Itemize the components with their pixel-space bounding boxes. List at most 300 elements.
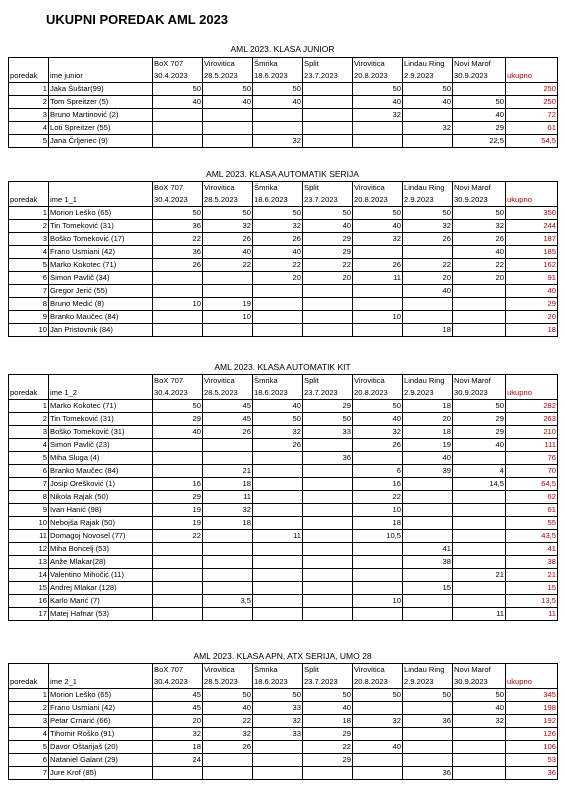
race-date-header: 2.9.2023 (403, 194, 453, 207)
race-name-header: Virovitica (203, 664, 253, 677)
total-column-header: ukupno (506, 676, 558, 689)
race-name-header: Split (303, 664, 353, 677)
total-cell: 15 (506, 582, 558, 595)
score-cell: 20 (303, 272, 353, 285)
name-cell: Morion Leško (65) (49, 207, 153, 220)
table-row (9, 439, 558, 452)
score-cell (203, 582, 253, 595)
race-name-header: Virovitica (353, 664, 403, 677)
score-cell (153, 122, 203, 135)
score-cell (203, 122, 253, 135)
score-cell: 50 (253, 413, 303, 426)
total-cell: 111 (506, 439, 558, 452)
score-cell: 50 (253, 83, 303, 96)
table-row (9, 504, 558, 517)
score-cell (353, 754, 403, 767)
score-cell: 29 (303, 400, 353, 413)
score-cell: 3,5 (203, 595, 253, 608)
score-cell (453, 728, 506, 741)
score-cell: 40 (153, 426, 203, 439)
score-cell (203, 109, 253, 122)
rank-cell: 16 (9, 595, 49, 608)
score-cell: 50 (403, 689, 453, 702)
score-cell (403, 311, 453, 324)
rank-cell: 7 (9, 478, 49, 491)
score-cell (403, 246, 453, 259)
table-row (9, 517, 558, 530)
race-date-header: 28.5.2023 (203, 676, 253, 689)
rank-cell: 8 (9, 298, 49, 311)
score-cell (153, 311, 203, 324)
race-date-header: 18.6.2023 (253, 387, 303, 400)
score-cell: 19 (153, 504, 203, 517)
score-cell (353, 582, 403, 595)
total-cell: 250 (506, 83, 558, 96)
score-cell: 50 (303, 207, 353, 220)
name-cell: Branko Maučec (84) (49, 311, 153, 324)
table-row (9, 233, 558, 246)
total-cell: 62 (506, 491, 558, 504)
race-name-header: Virovitica (203, 182, 253, 195)
rank-cell: 4 (9, 122, 49, 135)
score-cell (303, 298, 353, 311)
table-row (9, 689, 558, 702)
score-cell: 18 (203, 517, 253, 530)
table-row (9, 298, 558, 311)
score-cell (153, 272, 203, 285)
score-cell: 22 (353, 491, 403, 504)
score-cell: 18 (353, 517, 403, 530)
rank-cell: 2 (9, 220, 49, 233)
score-cell (353, 569, 403, 582)
race-date-header: 28.5.2023 (203, 70, 253, 83)
rank-cell: 3 (9, 426, 49, 439)
name-cell: Marko Kokotec (71) (49, 400, 153, 413)
header-row-dates (9, 676, 558, 689)
score-cell: 26 (203, 233, 253, 246)
score-cell: 50 (203, 207, 253, 220)
score-cell: 32 (453, 220, 506, 233)
header-blank (506, 664, 558, 677)
score-cell: 33 (303, 426, 353, 439)
standings-table-automatik-serija (8, 181, 558, 337)
rank-cell: 10 (9, 517, 49, 530)
total-cell: 43,5 (506, 530, 558, 543)
name-cell: Miha Boncelj (53) (49, 543, 153, 556)
score-cell (203, 285, 253, 298)
table-row (9, 582, 558, 595)
score-cell: 4 (453, 465, 506, 478)
score-cell (203, 272, 253, 285)
rank-cell: 1 (9, 689, 49, 702)
score-cell: 32 (353, 715, 403, 728)
score-cell: 6 (353, 465, 403, 478)
score-cell (153, 439, 203, 452)
score-cell (253, 595, 303, 608)
score-cell: 50 (403, 83, 453, 96)
score-cell (353, 767, 403, 780)
score-cell: 40 (403, 285, 453, 298)
table-row (9, 285, 558, 298)
race-date-header: 18.6.2023 (253, 70, 303, 83)
score-cell: 50 (203, 83, 253, 96)
header-row-dates (9, 194, 558, 207)
race-name-header: Šmrika (253, 182, 303, 195)
score-cell: 32 (353, 109, 403, 122)
race-name-header: Šmrika (253, 58, 303, 71)
score-cell: 40 (453, 702, 506, 715)
race-name-header: Novi Marof (453, 664, 506, 677)
score-cell: 20 (153, 715, 203, 728)
total-cell: 21 (506, 569, 558, 582)
score-cell (253, 491, 303, 504)
score-cell (453, 517, 506, 530)
score-cell (453, 504, 506, 517)
table-row (9, 413, 558, 426)
total-cell: 61 (506, 122, 558, 135)
score-cell (303, 465, 353, 478)
rank-column-header: poredak (9, 70, 49, 83)
rank-cell: 3 (9, 109, 49, 122)
total-cell: 263 (506, 413, 558, 426)
score-cell: 22 (203, 259, 253, 272)
score-cell (203, 135, 253, 148)
score-cell: 36 (403, 767, 453, 780)
score-cell: 40 (253, 246, 303, 259)
score-cell (303, 109, 353, 122)
score-cell (353, 702, 403, 715)
name-cell: Frano Usmiani (42) (49, 702, 153, 715)
score-cell (403, 478, 453, 491)
score-cell (253, 556, 303, 569)
score-cell (353, 298, 403, 311)
score-cell: 24 (153, 754, 203, 767)
score-cell: 26 (353, 439, 403, 452)
race-name-header: Lindau Ring (403, 375, 453, 388)
score-cell: 26 (203, 741, 253, 754)
score-cell: 22 (253, 259, 303, 272)
score-cell: 40 (353, 220, 403, 233)
total-column-header: ukupno (506, 70, 558, 83)
total-cell: 162 (506, 259, 558, 272)
score-cell (253, 465, 303, 478)
score-cell (353, 452, 403, 465)
name-column-header: ime junior (49, 70, 153, 83)
score-cell: 50 (203, 689, 253, 702)
score-cell: 40 (253, 400, 303, 413)
score-cell (403, 517, 453, 530)
header-blank (506, 182, 558, 195)
score-cell: 16 (153, 478, 203, 491)
total-column-header: ukupno (506, 387, 558, 400)
race-name-header: Novi Marof (453, 375, 506, 388)
rank-cell: 14 (9, 569, 49, 582)
score-cell: 26 (153, 259, 203, 272)
score-cell (303, 311, 353, 324)
score-cell (403, 595, 453, 608)
race-date-header: 30.9.2023 (453, 676, 506, 689)
score-cell (453, 595, 506, 608)
name-cell: Marko Kokotec (71) (49, 259, 153, 272)
score-cell (453, 556, 506, 569)
name-cell: Boško Tomeković (31) (49, 426, 153, 439)
score-cell (453, 298, 506, 311)
score-cell: 40 (403, 96, 453, 109)
score-cell: 40 (203, 246, 253, 259)
rank-cell: 7 (9, 285, 49, 298)
table-row (9, 220, 558, 233)
score-cell (303, 569, 353, 582)
section-title-automatik-kit: AML 2023. KLASA AUTOMATIK KIT (214, 362, 351, 372)
name-cell: Morion Leško (65) (49, 689, 153, 702)
score-cell (303, 504, 353, 517)
total-cell: 70 (506, 465, 558, 478)
score-cell (153, 595, 203, 608)
header-row-races (9, 182, 558, 195)
score-cell (153, 109, 203, 122)
race-name-header: Šmrika (253, 664, 303, 677)
total-cell: 11 (506, 608, 558, 621)
score-cell (203, 324, 253, 337)
score-cell: 45 (203, 400, 253, 413)
race-name-header: Novi Marof (453, 182, 506, 195)
score-cell (453, 491, 506, 504)
name-cell: Matej Hafnar (53) (49, 608, 153, 621)
race-date-header: 30.9.2023 (453, 387, 506, 400)
race-name-header: Virovitica (203, 375, 253, 388)
score-cell: 50 (453, 689, 506, 702)
total-cell: 250 (506, 96, 558, 109)
total-cell: 76 (506, 452, 558, 465)
score-cell (253, 569, 303, 582)
header-row-races (9, 375, 558, 388)
table-row (9, 109, 558, 122)
score-cell: 26 (453, 233, 506, 246)
score-cell: 18 (303, 715, 353, 728)
score-cell (303, 530, 353, 543)
score-cell: 50 (303, 413, 353, 426)
race-date-header: 2.9.2023 (403, 70, 453, 83)
rank-column-header: poredak (9, 194, 49, 207)
score-cell (253, 311, 303, 324)
score-cell: 40 (303, 220, 353, 233)
header-blank (9, 58, 49, 71)
rank-column-header: poredak (9, 387, 49, 400)
score-cell (253, 478, 303, 491)
header-blank (49, 58, 153, 71)
score-cell: 10 (153, 298, 203, 311)
name-cell: Tom Spreitzer (5) (49, 96, 153, 109)
section-title-apn-atx: AML 2023. KLASA APN, ATX SERIJA, UMO 28 (193, 651, 372, 661)
rank-cell: 6 (9, 272, 49, 285)
score-cell: 19 (203, 298, 253, 311)
rank-cell: 5 (9, 135, 49, 148)
score-cell (253, 324, 303, 337)
rank-cell: 2 (9, 413, 49, 426)
score-cell: 39 (403, 465, 453, 478)
score-cell (303, 543, 353, 556)
name-cell: Karlo Marić (7) (49, 595, 153, 608)
score-cell: 18 (203, 478, 253, 491)
score-cell: 36 (303, 452, 353, 465)
score-cell: 29 (453, 122, 506, 135)
race-name-header: BoX 707 (153, 58, 203, 71)
table-row (9, 767, 558, 780)
total-cell: 192 (506, 715, 558, 728)
rank-column-header: poredak (9, 676, 49, 689)
total-cell: 54,5 (506, 135, 558, 148)
score-cell: 29 (153, 413, 203, 426)
score-cell: 26 (253, 439, 303, 452)
score-cell (253, 543, 303, 556)
score-cell: 18 (153, 741, 203, 754)
score-cell: 21 (453, 569, 506, 582)
score-cell: 14,5 (453, 478, 506, 491)
score-cell: 22 (153, 530, 203, 543)
score-cell: 40 (203, 96, 253, 109)
header-blank (506, 58, 558, 71)
rank-cell: 2 (9, 96, 49, 109)
table-row (9, 259, 558, 272)
race-date-header: 23.7.2023 (303, 194, 353, 207)
race-date-header: 28.5.2023 (203, 387, 253, 400)
score-cell: 50 (153, 207, 203, 220)
name-cell: Miha Sluga (4) (49, 452, 153, 465)
score-cell (253, 517, 303, 530)
score-cell (203, 556, 253, 569)
race-date-header: 23.7.2023 (303, 70, 353, 83)
name-cell: Domagoj Novosel (77) (49, 530, 153, 543)
name-cell: Josip Orešković (1) (49, 478, 153, 491)
name-column-header: ime 1_2 (49, 387, 153, 400)
rank-cell: 9 (9, 311, 49, 324)
score-cell (253, 741, 303, 754)
score-cell: 32 (453, 715, 506, 728)
rank-cell: 12 (9, 543, 49, 556)
score-cell (453, 285, 506, 298)
score-cell: 10,5 (353, 530, 403, 543)
score-cell: 29 (303, 754, 353, 767)
score-cell: 41 (403, 543, 453, 556)
total-cell: 198 (506, 702, 558, 715)
score-cell: 32 (253, 135, 303, 148)
race-date-header: 20.8.2023 (353, 387, 403, 400)
score-cell (403, 298, 453, 311)
score-cell: 26 (253, 233, 303, 246)
total-cell: 210 (506, 426, 558, 439)
total-cell: 244 (506, 220, 558, 233)
table-row (9, 207, 558, 220)
table-row (9, 426, 558, 439)
total-cell: 350 (506, 207, 558, 220)
total-cell: 36 (506, 767, 558, 780)
name-cell: Petar Crnarić (66) (49, 715, 153, 728)
score-cell (453, 767, 506, 780)
total-cell: 187 (506, 233, 558, 246)
total-cell: 53 (506, 754, 558, 767)
score-cell: 40 (353, 741, 403, 754)
header-blank (49, 182, 153, 195)
score-cell (253, 122, 303, 135)
race-date-header: 23.7.2023 (303, 387, 353, 400)
score-cell (303, 439, 353, 452)
rank-cell: 9 (9, 504, 49, 517)
score-cell: 40 (153, 96, 203, 109)
race-name-header: Šmrika (253, 375, 303, 388)
header-blank (9, 664, 49, 677)
score-cell: 18 (403, 400, 453, 413)
score-cell (403, 741, 453, 754)
score-cell (403, 504, 453, 517)
score-cell (203, 439, 253, 452)
score-cell: 38 (403, 556, 453, 569)
score-cell: 29 (453, 426, 506, 439)
score-cell: 45 (153, 689, 203, 702)
table-row (9, 608, 558, 621)
name-column-header: ime 1_1 (49, 194, 153, 207)
score-cell: 40 (453, 439, 506, 452)
score-cell: 19 (403, 439, 453, 452)
name-cell: Nebojša Rajak (50) (49, 517, 153, 530)
total-cell: 185 (506, 246, 558, 259)
score-cell (153, 556, 203, 569)
table-row (9, 543, 558, 556)
section-title-automatik-serija: AML 2023. KLASA AUTOMATIK SERIJA (206, 169, 359, 179)
score-cell (153, 465, 203, 478)
table-row (9, 246, 558, 259)
score-cell (303, 767, 353, 780)
score-cell: 50 (153, 400, 203, 413)
score-cell: 40 (203, 702, 253, 715)
score-cell (303, 491, 353, 504)
score-cell (353, 556, 403, 569)
score-cell: 11 (203, 491, 253, 504)
score-cell (253, 608, 303, 621)
total-cell: 20 (506, 311, 558, 324)
name-cell: Nataniel Galant (29) (49, 754, 153, 767)
score-cell (203, 530, 253, 543)
rank-cell: 5 (9, 741, 49, 754)
score-cell: 50 (453, 400, 506, 413)
score-cell: 11 (253, 530, 303, 543)
score-cell (403, 135, 453, 148)
score-cell (253, 298, 303, 311)
score-cell: 50 (453, 96, 506, 109)
score-cell (303, 135, 353, 148)
score-cell (203, 754, 253, 767)
score-cell (153, 582, 203, 595)
score-cell: 29 (303, 728, 353, 741)
score-cell: 40 (453, 246, 506, 259)
score-cell: 50 (253, 207, 303, 220)
score-cell (303, 285, 353, 298)
score-cell (453, 582, 506, 595)
score-cell (403, 530, 453, 543)
score-cell (403, 728, 453, 741)
score-cell: 40 (403, 452, 453, 465)
score-cell (203, 767, 253, 780)
rank-cell: 4 (9, 728, 49, 741)
score-cell: 33 (253, 728, 303, 741)
score-cell: 50 (153, 83, 203, 96)
score-cell (353, 246, 403, 259)
race-date-header: 30.9.2023 (453, 194, 506, 207)
total-cell: 18 (506, 324, 558, 337)
score-cell (353, 543, 403, 556)
name-cell: Loti Spreitzer (55) (49, 122, 153, 135)
score-cell (153, 569, 203, 582)
name-cell: Bruno Martinović (2) (49, 109, 153, 122)
